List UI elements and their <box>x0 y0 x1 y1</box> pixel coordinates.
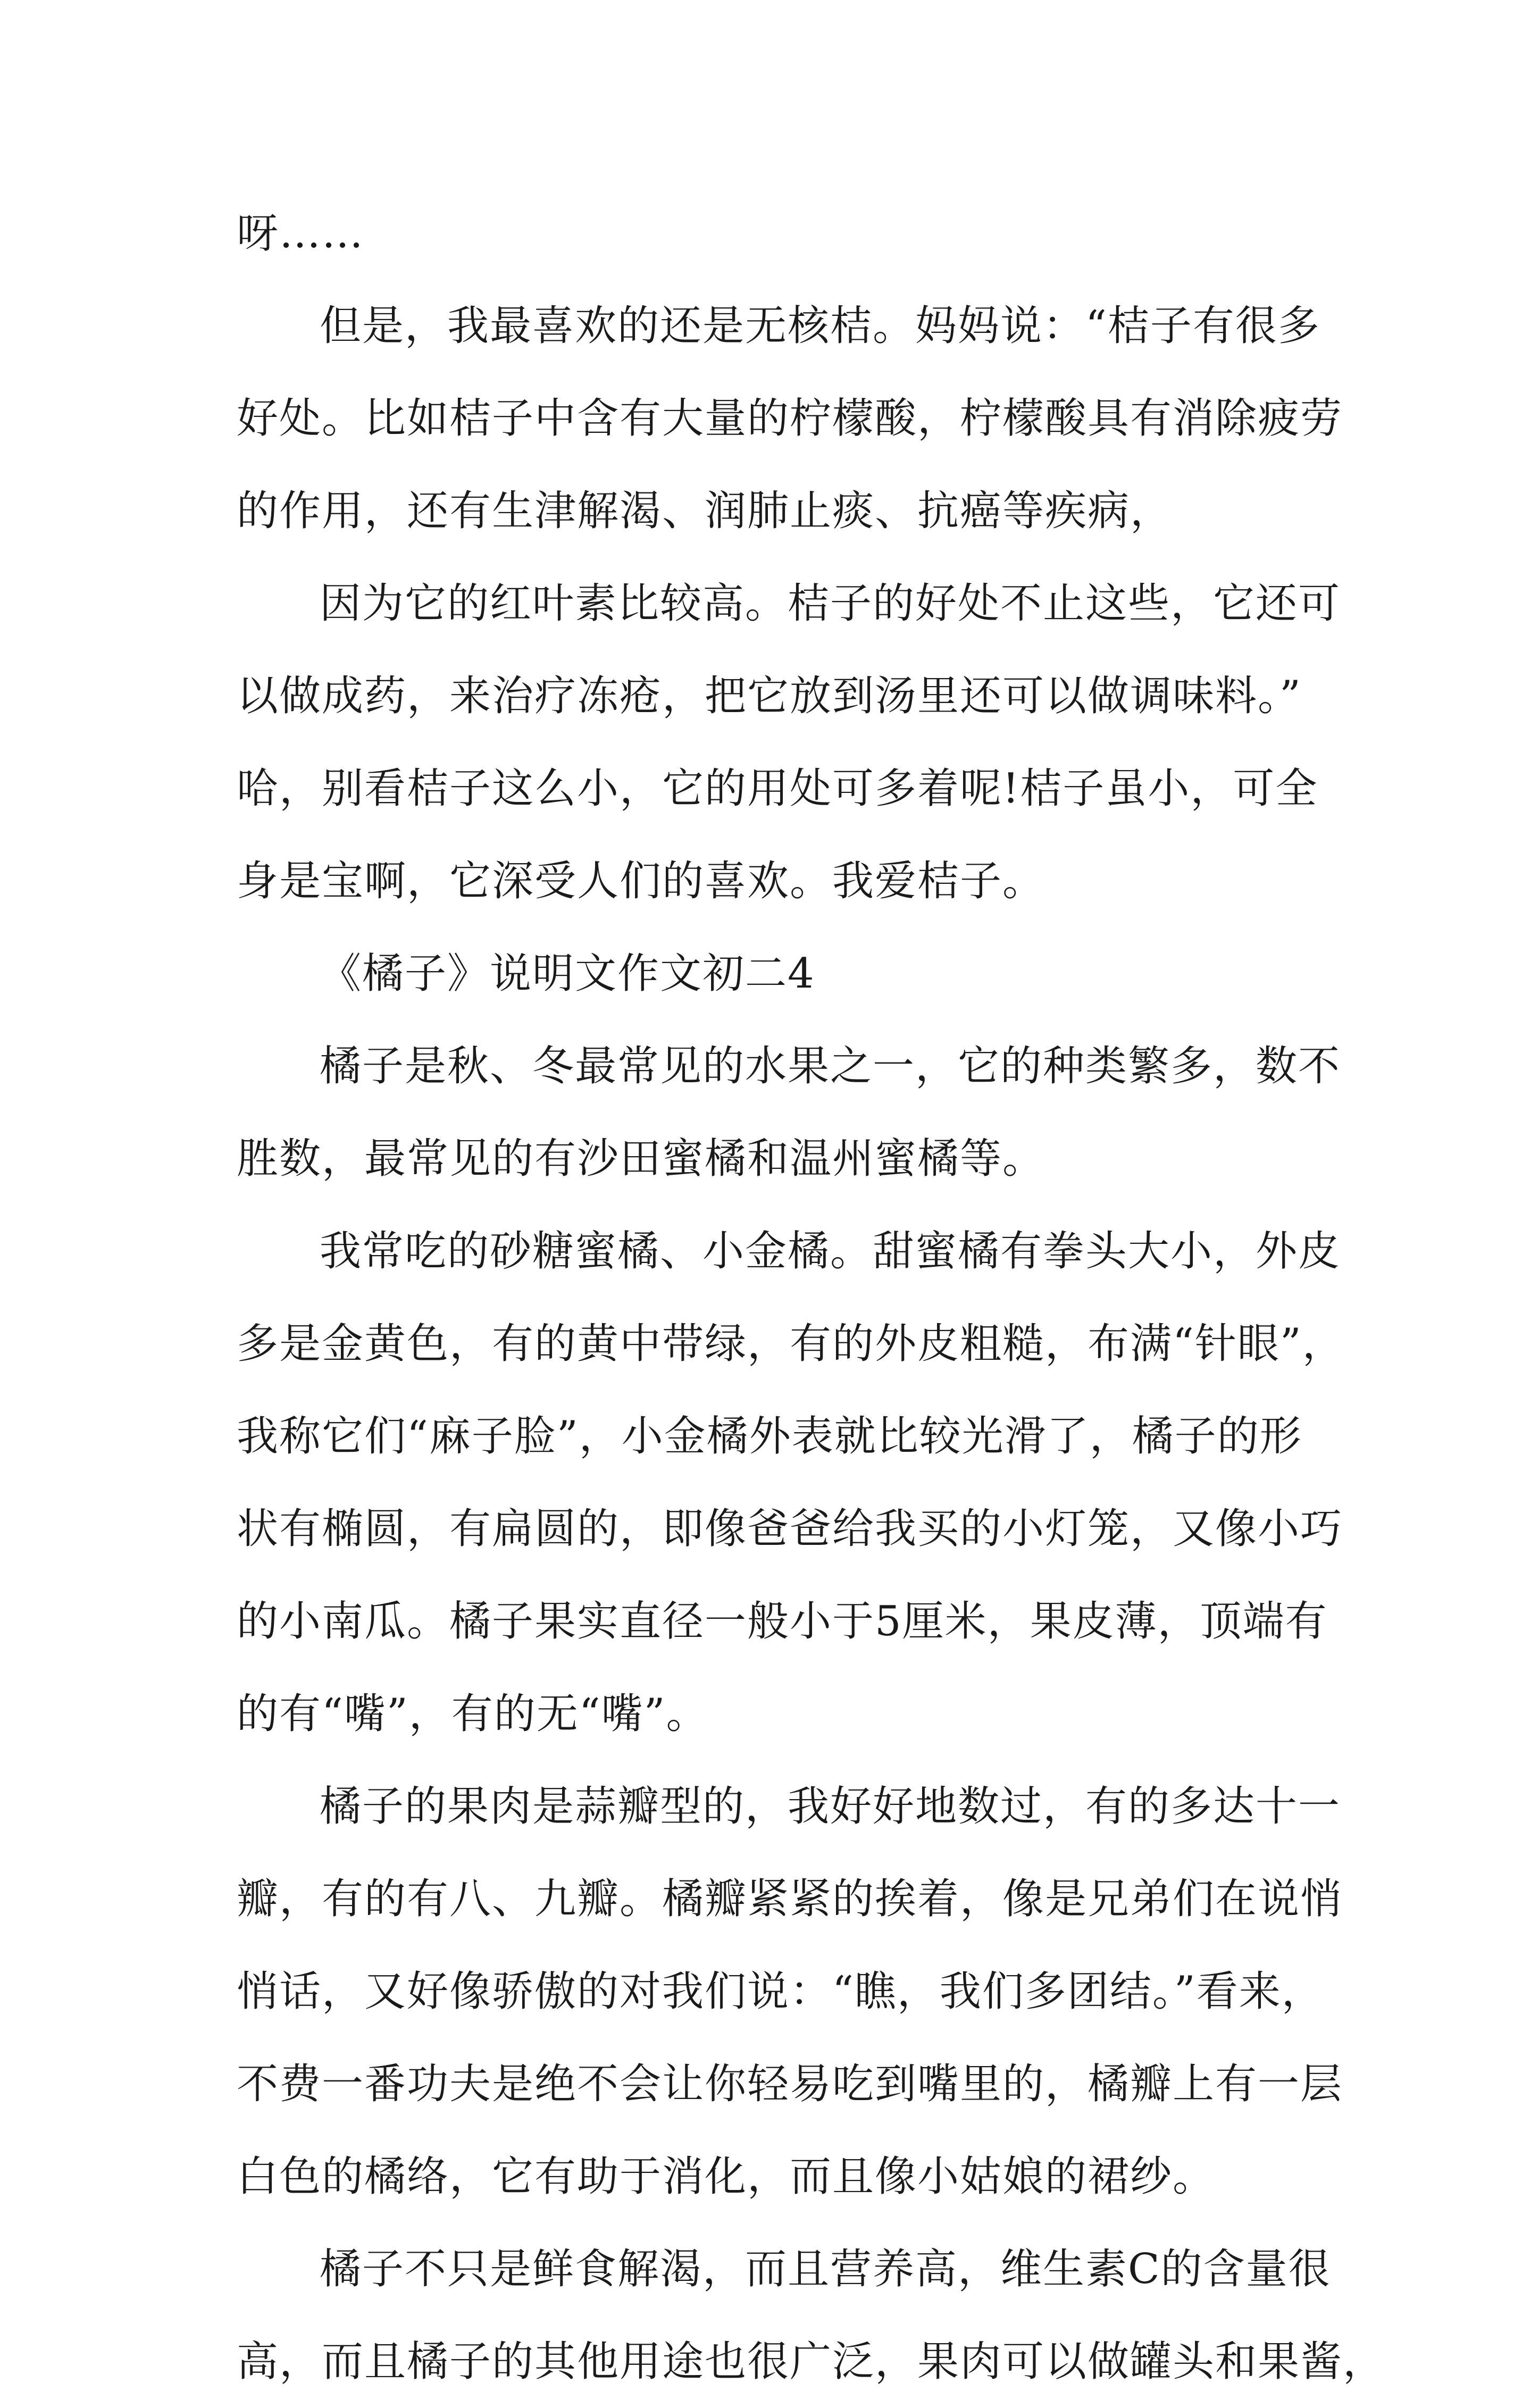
text-line: 我常吃的砂糖蜜橘、小金橘。甜蜜橘有拳头大小，外皮 <box>320 1227 1341 1275</box>
text-line: 以做成药，来治疗冻疮，把它放到汤里还可以做调味料。” <box>237 672 1302 720</box>
text-line: 的有“嘴”，有的无“嘴”。 <box>237 1690 709 1738</box>
text-line: 呀…… <box>237 210 365 257</box>
text-line: 的作用，还有生津解渴、润肺止痰、抗癌等疾病， <box>237 487 1173 535</box>
text-line: 好处。比如桔子中含有大量的柠檬酸，柠檬酸具有消除疲劳 <box>237 395 1343 442</box>
text-line: 但是，我最喜欢的还是无核桔。妈妈说：“桔子有很多 <box>320 302 1320 350</box>
text-line: 高，而且橘子的其他用途也很广泛，果肉可以做罐头和果酱， <box>237 2338 1386 2386</box>
text-line: 悄话，又好像骄傲的对我们说：“瞧，我们多团结。”看来， <box>237 1968 1324 2016</box>
text-line: 状有椭圆，有扁圆的，即像爸爸给我买的小灯笼，又像小巧 <box>237 1505 1343 1553</box>
text-line: 橘子是秋、冬最常见的水果之一，它的种类繁多，数不 <box>320 1042 1341 1090</box>
text-line: 瓣，有的有八、九瓣。橘瓣紧紧的挨着，像是兄弟们在说悄 <box>237 1875 1343 1923</box>
text-line: 橘子的果肉是蒜瓣型的，我好好地数过，有的多达十一 <box>320 1783 1341 1830</box>
section-heading: 《橘子》说明文作文初二4 <box>320 950 815 998</box>
text-line: 不费一番功夫是绝不会让你轻易吃到嘴里的，橘瓣上有一层 <box>237 2060 1343 2108</box>
text-line: 因为它的红叶素比较高。桔子的好处不止这些，它还可 <box>320 580 1341 628</box>
text-line: 哈，别看桔子这么小，它的用处可多着呢!桔子虽小，可全 <box>237 765 1318 813</box>
text-line: 橘子不只是鲜食解渴，而且营养高，维生素C的含量很 <box>320 2245 1331 2293</box>
text-line: 白色的橘络，它有助于消化，而且像小姑娘的裙纱。 <box>237 2153 1216 2201</box>
text-line: 身是宝啊，它深受人们的喜欢。我爱桔子。 <box>237 857 1045 905</box>
body-text <box>237 187 1386 2408</box>
text-line: 我称它们“麻子脸”，小金橘外表就比较光滑了，橘子的形 <box>237 1412 1302 1460</box>
text-line: 多是金黄色，有的黄中带绿，有的外皮粗糙，布满“针眼”， <box>237 1320 1345 1368</box>
text-line: 的小南瓜。橘子果实直径一般小于5厘米，果皮薄，顶端有 <box>237 1598 1328 1645</box>
text-line: 胜数，最常见的有沙田蜜橘和温州蜜橘等。 <box>237 1135 1045 1183</box>
